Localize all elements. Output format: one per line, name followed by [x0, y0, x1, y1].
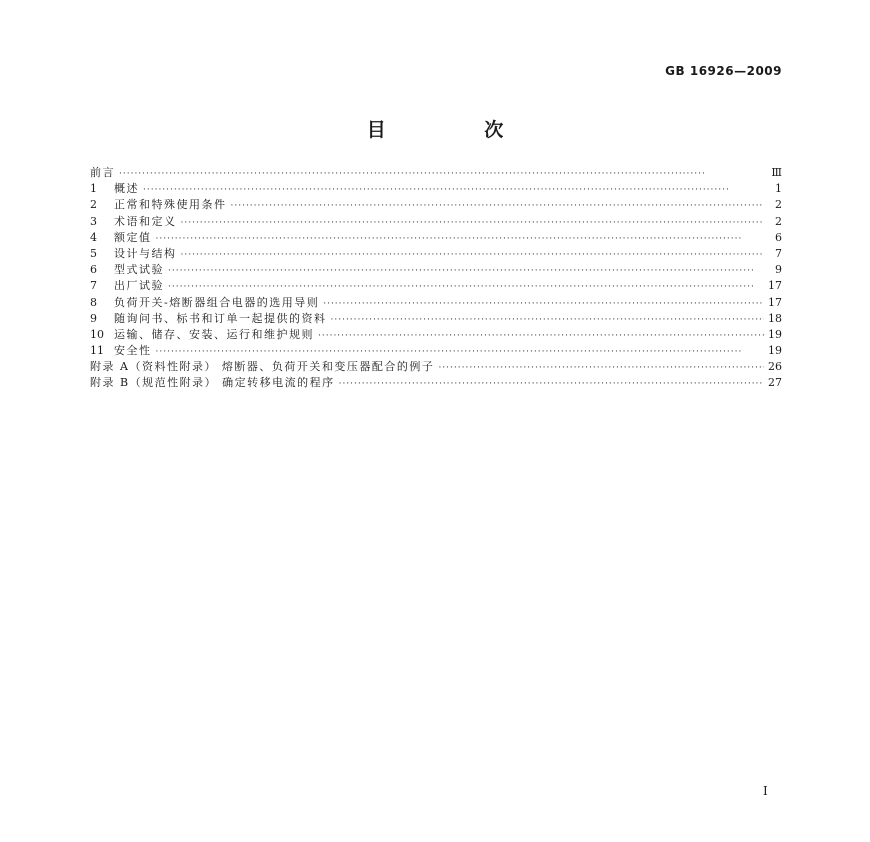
toc-entry-number: 4	[90, 230, 97, 244]
toc-entry-label: 安全性	[114, 344, 152, 358]
toc-entry-label: 额定值	[114, 230, 152, 244]
toc-entry-number: 5	[90, 246, 97, 260]
toc-entry-label: 前言	[90, 166, 115, 179]
toc-entry-3[interactable]	[90, 214, 782, 230]
toc-entry-9[interactable]	[90, 311, 782, 327]
toc-entry-number: 10	[90, 327, 104, 341]
toc-entry-page: 7	[775, 246, 782, 260]
toc-entry-7[interactable]	[90, 278, 782, 294]
toc-entry-label: 负荷开关-熔断器组合电器的选用导则	[114, 295, 320, 309]
toc-entry-label: 随询问书、标书和订单一起提供的资料	[114, 311, 327, 325]
toc-entry-label: 概述	[114, 182, 139, 196]
page-title: 目 次	[366, 119, 550, 141]
toc-entry-11[interactable]	[90, 343, 782, 359]
toc-entry-number: 11	[90, 344, 104, 358]
toc-entry-label: 附录 B（规范性附录） 确定转移电流的程序	[90, 376, 335, 390]
toc-entry-number: 2	[90, 198, 97, 212]
dot-leader	[156, 344, 765, 360]
dot-leader	[181, 247, 765, 263]
table-of-contents	[90, 165, 782, 392]
dot-leader	[318, 328, 764, 344]
standard-code: GB 16926—2009	[665, 64, 782, 78]
toc-entry-page: 26	[768, 360, 782, 374]
toc-entry-1[interactable]	[90, 181, 782, 197]
toc-entry-2[interactable]	[90, 197, 782, 213]
dot-leader	[168, 279, 764, 295]
toc-entry-page: 1	[775, 182, 782, 196]
toc-entry-4[interactable]	[90, 230, 782, 246]
toc-entry-10[interactable]	[90, 327, 782, 343]
toc-entry-page: 9	[775, 263, 782, 277]
toc-entry-foreword[interactable]	[90, 165, 782, 181]
toc-entry-page: 2	[775, 214, 782, 228]
toc-entry-page: 19	[768, 344, 782, 358]
toc-entry-number: 1	[90, 182, 97, 196]
toc-entry-page: Ⅲ	[771, 166, 782, 179]
dot-leader	[143, 182, 764, 198]
toc-entry-8[interactable]	[90, 295, 782, 311]
toc-entry-label: 设计与结构	[114, 246, 177, 260]
toc-entry-page: 27	[768, 376, 782, 390]
toc-entry-label: 正常和特殊使用条件	[114, 198, 227, 212]
dot-leader	[168, 263, 764, 279]
page-number: Ⅰ	[763, 784, 768, 798]
dot-leader	[231, 198, 765, 214]
dot-leader	[438, 360, 764, 376]
toc-entry-5[interactable]	[90, 246, 782, 262]
toc-entry-page: 19	[768, 327, 782, 341]
toc-entry-label: 运输、储存、安装、运行和维护规则	[114, 327, 314, 341]
toc-entry-label: 型式试验	[114, 263, 164, 277]
dot-leader	[156, 231, 765, 247]
toc-entry-number: 6	[90, 263, 97, 277]
toc-entry-label: 出厂试验	[114, 279, 164, 293]
toc-entry-page: 17	[768, 279, 782, 293]
toc-entry-page: 2	[775, 198, 782, 212]
toc-entry-number: 7	[90, 279, 97, 293]
dot-leader	[181, 215, 765, 231]
toc-entry-annex-b[interactable]	[90, 375, 782, 391]
dot-leader	[331, 312, 765, 328]
toc-entry-annex-a[interactable]	[90, 359, 782, 375]
toc-entry-label: 术语和定义	[114, 214, 177, 228]
toc-entry-page: 6	[775, 230, 782, 244]
toc-entry-number: 8	[90, 295, 97, 309]
toc-entry-6[interactable]	[90, 262, 782, 278]
toc-entry-number: 9	[90, 311, 97, 325]
toc-entry-number: 3	[90, 214, 97, 228]
dot-leader	[119, 166, 764, 182]
dot-leader	[323, 296, 764, 312]
toc-entry-page: 17	[768, 295, 782, 309]
toc-entry-page: 18	[768, 311, 782, 325]
dot-leader	[339, 376, 764, 392]
toc-entry-label: 附录 A（资料性附录） 熔断器、负荷开关和变压器配合的例子	[90, 360, 435, 374]
